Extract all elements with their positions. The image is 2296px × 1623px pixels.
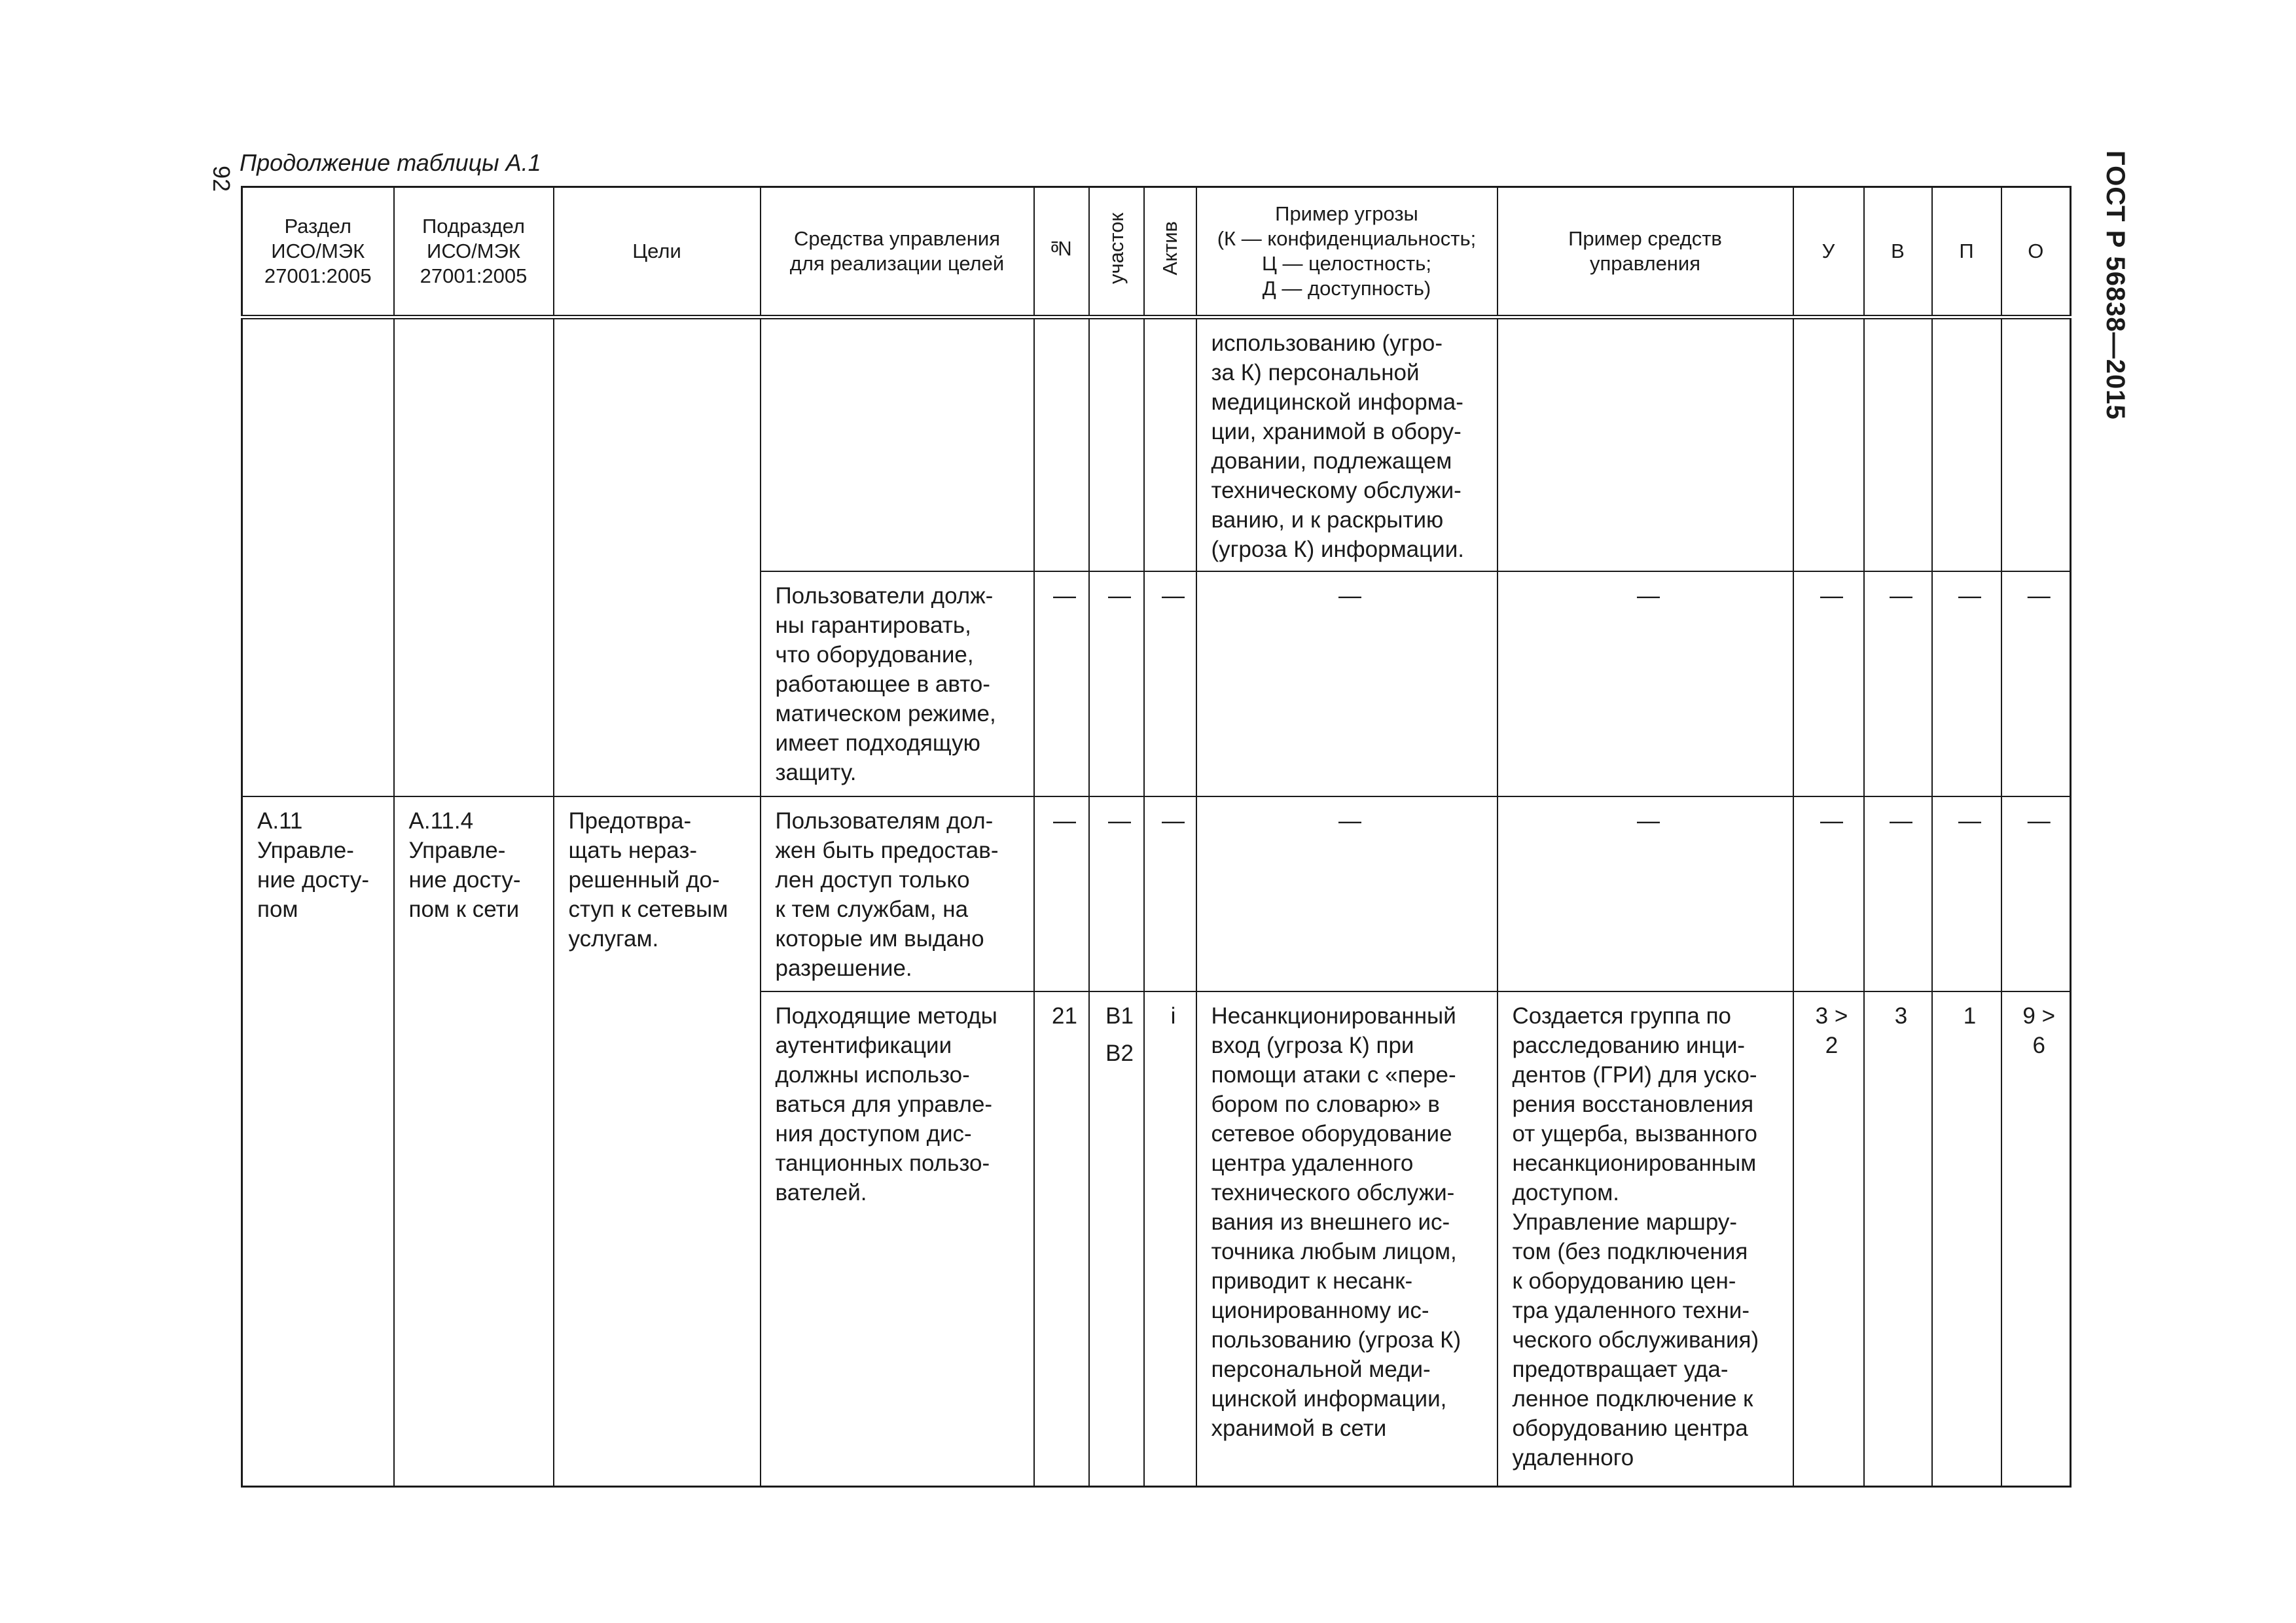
header-subsection: Подраздел ИСО/МЭК 27001:2005	[394, 187, 554, 317]
document-id: ГОСТ Р 56838—2015	[2101, 151, 2130, 420]
cell-asset: —	[1144, 796, 1196, 991]
table-row	[242, 317, 2071, 572]
cell-example-controls: —	[1498, 571, 1793, 796]
page-number: 92	[208, 165, 236, 192]
cell-controls: Пользователям дол- жен быть предостав- лен доступ только к тем службам, на которые им выдано разрешение.	[761, 796, 1034, 991]
cell-u: —	[1793, 796, 1864, 991]
header-v: В	[1864, 187, 1932, 317]
cell-v: —	[1864, 796, 1932, 991]
cell-threat: использованию (угро- за К) персональной медицинской информа- ции, хранимой в обору- довании, подлежащем техническому обслужи- ванию, и к раскрытию (угроза К) информации.	[1196, 317, 1498, 572]
cell-v: 3	[1864, 991, 1932, 1486]
controls-table	[241, 186, 2072, 1488]
cell-o: —	[2001, 796, 2071, 991]
area-value-2: В2	[1105, 1041, 1134, 1066]
table-row	[242, 796, 2071, 991]
table-header-row	[242, 187, 2071, 317]
cell-area	[1089, 991, 1144, 1486]
cell-p: 1	[1932, 991, 2001, 1486]
area-value-1: В1	[1105, 1003, 1134, 1029]
cell-subsection: А.11.4 Управле- ние досту- пом к сети	[394, 796, 554, 1486]
cell-example-controls: Создается группа по расследованию инци- дентов (ГРИ) для уско- рения восстановления от ущерба, вызванного несанкционированным доступом. Управление маршру- том (без подключения к оборудованию цен- тра удаленного техни- ческого обслуживания) предотвращает уда- ленное подключение к оборудованию центра удаленного	[1498, 991, 1793, 1486]
cell-v-empty	[1864, 317, 1932, 572]
cell-section: А.11 Управле- ние досту- пом	[242, 796, 394, 1486]
cell-subsection-empty	[394, 317, 554, 797]
header-p: П	[1932, 187, 2001, 317]
table-caption: Продолжение таблицы А.1	[240, 149, 541, 176]
cell-example-controls: —	[1498, 796, 1793, 991]
cell-example-controls-empty	[1498, 317, 1793, 572]
cell-area: —	[1089, 796, 1144, 991]
cell-o: 9 > 6	[2001, 991, 2071, 1486]
header-asset	[1144, 187, 1196, 317]
header-section: Раздел ИСО/МЭК 27001:2005	[242, 187, 394, 317]
header-goals: Цели	[554, 187, 761, 317]
cell-u: —	[1793, 571, 1864, 796]
cell-u-empty	[1793, 317, 1864, 572]
cell-asset: i	[1144, 991, 1196, 1486]
cell-p: —	[1932, 796, 2001, 991]
header-u: У	[1793, 187, 1864, 317]
header-threat: Пример угрозы (К — конфиденциальность; Ц — целостность; Д — доступность)	[1196, 187, 1498, 317]
cell-asset: —	[1144, 571, 1196, 796]
header-asset-label: Актив	[1158, 221, 1181, 276]
cell-asset-empty	[1144, 317, 1196, 572]
cell-section-empty	[242, 317, 394, 797]
cell-threat: Несанкционированный вход (угроза К) при помощи атаки с «пере- бором по словарю» в сетевое оборудование центра удаленного технического обслужи- вания из внешнего ис- точника любым лицом, приводит к несанк- ционированному ис- пользованию (угроза К) персональной меди- цинской информации, хранимой в сети	[1196, 991, 1498, 1486]
header-number	[1034, 187, 1089, 317]
cell-o: —	[2001, 571, 2071, 796]
cell-o-empty	[2001, 317, 2071, 572]
header-area-label: участок	[1104, 212, 1128, 285]
cell-number: 21	[1034, 991, 1089, 1486]
cell-goals: Предотвра- щать нераз- решенный до- ступ к сетевым услугам.	[554, 796, 761, 1486]
cell-area-empty	[1089, 317, 1144, 572]
cell-number-empty	[1034, 317, 1089, 572]
header-area	[1089, 187, 1144, 317]
cell-controls-empty	[761, 317, 1034, 572]
header-example-controls: Пример средств управления	[1498, 187, 1793, 317]
cell-number: —	[1034, 571, 1089, 796]
cell-p: —	[1932, 571, 2001, 796]
cell-number: —	[1034, 796, 1089, 991]
header-o: О	[2001, 187, 2071, 317]
cell-u: 3 > 2	[1793, 991, 1864, 1486]
cell-area: —	[1089, 571, 1144, 796]
cell-threat: —	[1196, 796, 1498, 991]
cell-p-empty	[1932, 317, 2001, 572]
cell-v: —	[1864, 571, 1932, 796]
cell-controls: Подходящие методы аутентификации должны использо- ваться для управле- ния доступом дис- танционных пользо- вателей.	[761, 991, 1034, 1486]
header-controls: Средства управления для реализации целей	[761, 187, 1034, 317]
cell-threat: —	[1196, 571, 1498, 796]
cell-controls: Пользователи долж- ны гарантировать, что оборудование, работающее в авто- матическом режиме, имеет подходящую защиту.	[761, 571, 1034, 796]
cell-goals-empty	[554, 317, 761, 797]
header-number-label: №	[1049, 237, 1073, 260]
